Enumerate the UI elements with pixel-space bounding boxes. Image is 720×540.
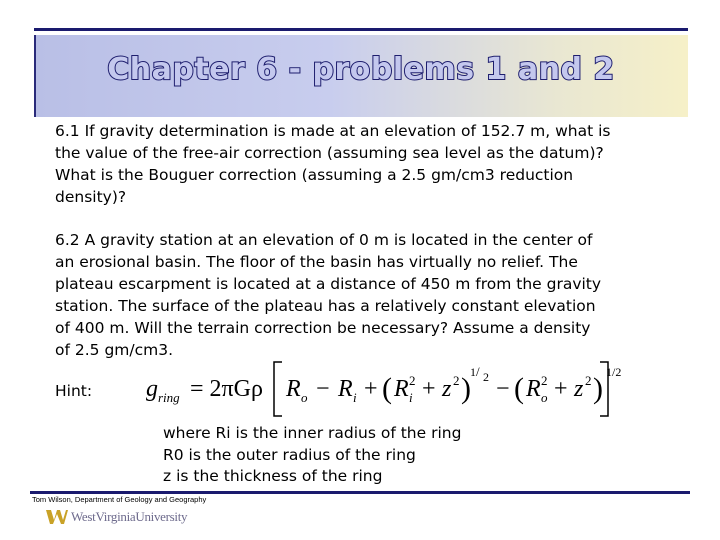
definition-inner-radius: where Ri is the inner radius of the ring [163,424,462,442]
svg-text:o: o [301,390,308,405]
svg-text:(: ( [514,372,524,405]
svg-text:i: i [409,390,413,405]
svg-text:o: o [541,390,548,405]
top-rule [34,28,688,31]
svg-text:−: − [496,376,510,402]
svg-text:z: z [574,376,584,402]
university-name: WestVirginiaUniversity [71,509,188,524]
svg-text:2: 2 [483,370,489,384]
page-title: Chapter 6 - problems 1 and 2 [107,52,615,87]
svg-text:R: R [394,376,409,402]
svg-text:): ) [461,372,471,405]
svg-text:+: + [422,376,436,402]
formula-definitions [163,423,583,488]
definition-outer-radius: R0 is the outer radius of the ring [163,445,416,464]
problem-6-1: 6.1 If gravity determination is made at an elevation of 152.7 m, what is the value of the free-air correction (assuming sea level as the datum)? What is the Bouguer correction (assuming a 2.5 gm/cm3 reduction density)? [55,122,611,206]
svg-text:+: + [554,376,568,402]
university-logo [46,506,187,528]
svg-text:/: / [476,364,480,379]
definition-thickness: z is the thickness of the ring [163,467,383,485]
problem-6-2: 6.2 A gravity station at an elevation of 0 m is located in the center of an erosional basin. The floor of the basin has virtually no relief. The plateau escarpment is located at a distance of 450 m from the gravity station. The surface of the plateau has a relatively constant elevation of 400 m. Will the terrain correction be necessary? Assume a density of 2.5 gm/cm3. [55,231,602,359]
svg-text:1: 1 [470,365,476,379]
svg-text:i: i [353,390,357,405]
svg-text:2: 2 [409,373,416,388]
wv-flying-icon [46,509,68,525]
bottom-rule [30,491,690,494]
svg-text:R: R [338,376,353,402]
svg-text:z: z [442,376,452,402]
svg-text:2: 2 [585,373,592,388]
svg-text:(: ( [382,372,392,405]
svg-text:R: R [286,376,301,402]
formula-lhs: g [146,376,158,402]
svg-text:−: − [316,376,330,402]
svg-text:2: 2 [541,373,548,388]
hint-label: Hint: [55,382,93,400]
svg-text:R: R [526,376,541,402]
formula-coefficient: = 2πGρ [190,376,263,402]
svg-text:2: 2 [453,373,460,388]
ring-gravity-formula [140,354,630,424]
svg-text:+: + [364,376,378,402]
author-credit: Tom Wilson, Department of Geology and Geography [32,495,207,504]
svg-text:): ) [593,372,603,405]
formula-lhs-sub: ring [158,390,180,405]
svg-text:1/2: 1/2 [606,365,622,379]
